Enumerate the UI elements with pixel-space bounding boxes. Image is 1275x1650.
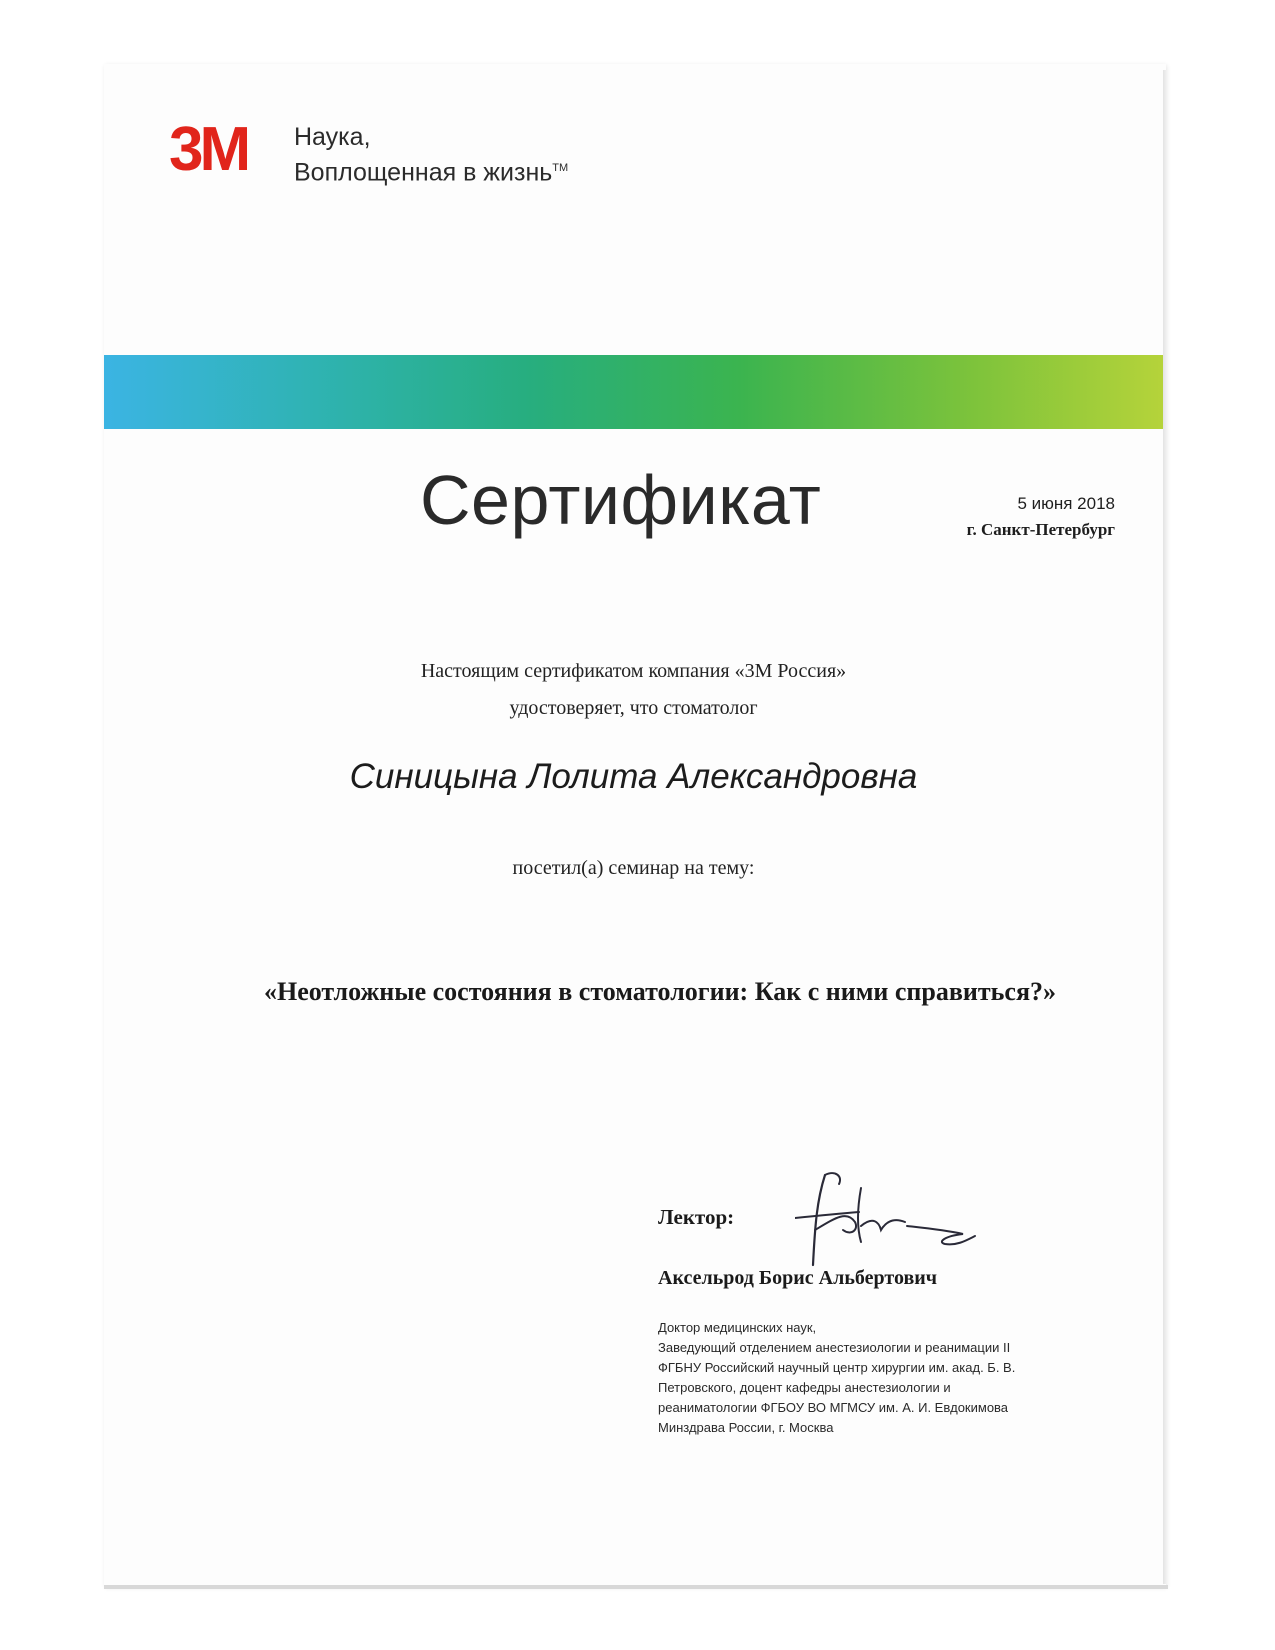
lector-name: Аксельрод Борис Альбертович — [658, 1267, 938, 1289]
seminar-topic: «Неотложные состояния в стоматологии: Как с ними справиться?» — [263, 977, 1057, 1006]
logo-tagline-text: Воплощенная в жизнь — [294, 158, 553, 187]
lector-credentials — [658, 1318, 1108, 1438]
gradient-stripe — [104, 355, 1163, 429]
certificate-date: 5 июня 2018 — [1017, 494, 1115, 513]
lector-info-line: Петровского, доцент кафедры анестезиологии и — [658, 1380, 951, 1395]
sheet-edge — [1163, 70, 1168, 1584]
certificate-title: Сертификат — [420, 461, 822, 539]
logo-tagline-line1: Наука, — [294, 123, 371, 151]
signature-icon — [795, 1170, 985, 1280]
lector-info-line: Заведующий отделением анестезиологии и реанимации II — [658, 1340, 1011, 1355]
lector-label: Лектор: — [658, 1205, 735, 1229]
recipient-name: Синицына Лолита Александровна — [349, 757, 918, 796]
certificate-city: г. Санкт-Петербург — [966, 520, 1115, 539]
logo-brand-mark: 3M — [169, 120, 248, 176]
intro-line-1: Настоящим сертификатом компания «3М Россия» — [420, 660, 847, 682]
attended-text: посетил(а) семинар на тему: — [512, 857, 755, 879]
logo-tagline-line2 — [294, 153, 568, 188]
logo-tagline — [294, 122, 568, 188]
lector-info-line: ФГБНУ Российский научный центр хирургии им. акад. Б. В. — [658, 1360, 1016, 1375]
lector-info-line: реаниматологии ФГБОУ ВО МГМСУ им. А. И. Евдокимова — [658, 1400, 1009, 1415]
trademark-mark: TM — [552, 162, 569, 174]
sheet-edge-bottom — [104, 1585, 1168, 1589]
intro-line-2: удостоверяет, что стоматолог — [509, 697, 758, 719]
3m-logo-icon — [169, 120, 279, 176]
lector-info-line: Минздрава России, г. Москва — [658, 1420, 834, 1435]
lector-info-line: Доктор медицинских наук, — [658, 1320, 817, 1335]
